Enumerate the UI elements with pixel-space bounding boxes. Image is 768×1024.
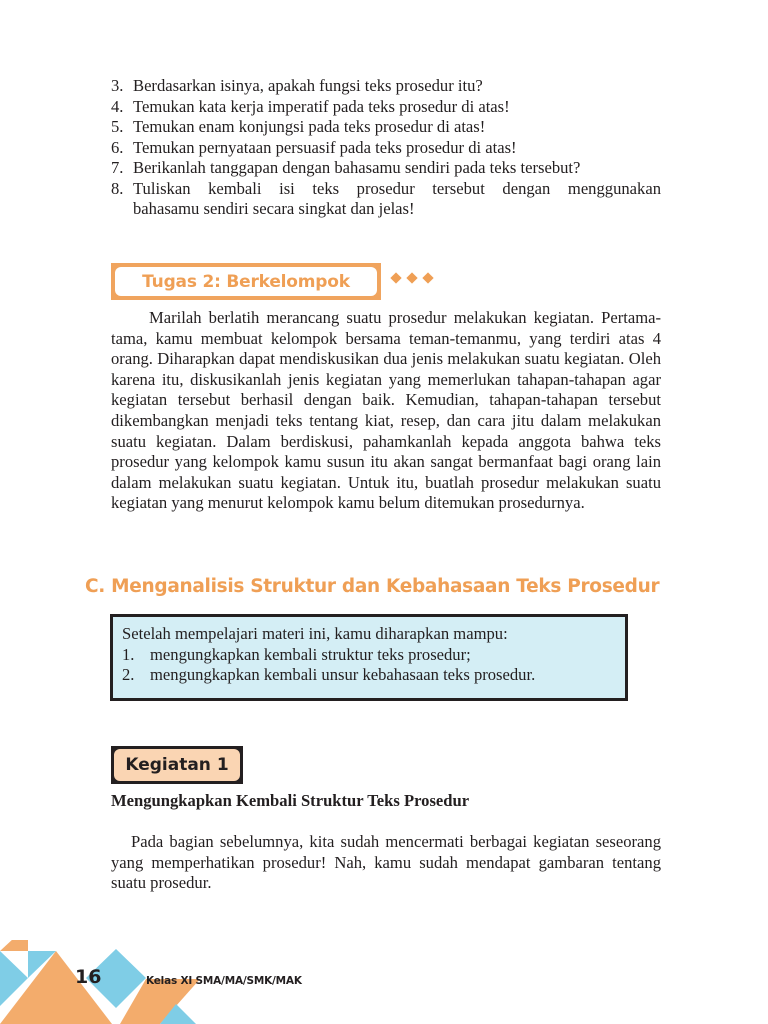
question-item: 4. Temukan kata kerja imperatif pada teks prosedur di atas! <box>111 96 510 116</box>
kegiatan-paragraph: Pada bagian sebelumnya, kita sudah mencermati berbagai kegiatan seseorang yang memperhatikan prosedur! Nah, kamu sudah mendapat gambaran tentang suatu prosedur. <box>111 832 661 893</box>
question-list <box>111 76 661 220</box>
section-heading: C. Menganalisis Struktur dan Kebahasaan Teks Prosedur <box>85 576 660 597</box>
kegiatan-subheading: Mengungkapkan Kembali Struktur Teks Prosedur <box>111 791 470 810</box>
triangle-shape <box>0 940 28 951</box>
learning-objectives-box <box>110 614 628 701</box>
diamond-icon <box>390 272 401 283</box>
question-item: 3. Berdasarkan isinya, apakah fungsi teks prosedur itu? <box>111 76 483 95</box>
question-item: 8. Tuliskan kembali isi teks prosedur tersebut dengan menggunakan bahasamu sendiri secara singkat dan jelas! <box>111 178 661 218</box>
diamond-ornament <box>390 271 434 285</box>
objective-item: 2. mengungkapkan kembali unsur kebahasaan teks prosedur. <box>122 665 536 684</box>
page-number: 16 <box>75 966 102 988</box>
tugas-label-box <box>111 263 381 300</box>
question-item: 5. Temukan enam konjungsi pada teks prosedur di atas! <box>111 117 486 136</box>
objectives-lead: Setelah mempelajari materi ini, kamu diharapkan mampu: <box>122 624 508 643</box>
kegiatan-title: Kegiatan 1 <box>125 755 229 775</box>
book-label: Kelas XI SMA/MA/SMK/MAK <box>146 975 302 987</box>
diamond-icon <box>422 272 433 283</box>
tugas-paragraph: Marilah berlatih merancang suatu prosedur melakukan kegiatan. Pertama-tama, kamu membuat kelompok bersama teman-temanmu, yang terdiri atas 4 orang. Diharapkan dapat mendiskusikan dua jenis melakukan suatu kegiatan. Oleh karena itu, diskusikanlah jenis kegiatan yang memerlukan tahapan-tahapan agar kegiatan tersebut berhasil dengan baik. Kemudian, tahapan-tahapan tersebut dikembangkan menjadi teks tentang kiat, resep, dan cara jitu dalam melakukan suatu kegiatan. Dalam berdiskusi, pahamkanlah kepada anggota bahwa teks prosedur yang kelompok kamu susun itu akan sangat bermanfaat bagi orang lain dalam melakukan suatu kegiatan. Untuk itu, buatlah prosedur melakukan suatu kegiatan yang menurut kelompok kamu belum ditemukan prosedurnya. <box>111 308 661 513</box>
question-item: 7. Berikanlah tanggapan dengan bahasamu sendiri pada teks tersebut? <box>111 158 581 177</box>
objective-item: 1. mengungkapkan kembali struktur teks prosedur; <box>122 644 471 664</box>
kegiatan-label-box <box>111 746 243 784</box>
tugas-title: Tugas 2: Berkelompok <box>142 271 350 292</box>
diamond-icon <box>406 272 417 283</box>
question-item: 6. Temukan pernyataan persuasif pada teks prosedur di atas! <box>111 137 517 157</box>
